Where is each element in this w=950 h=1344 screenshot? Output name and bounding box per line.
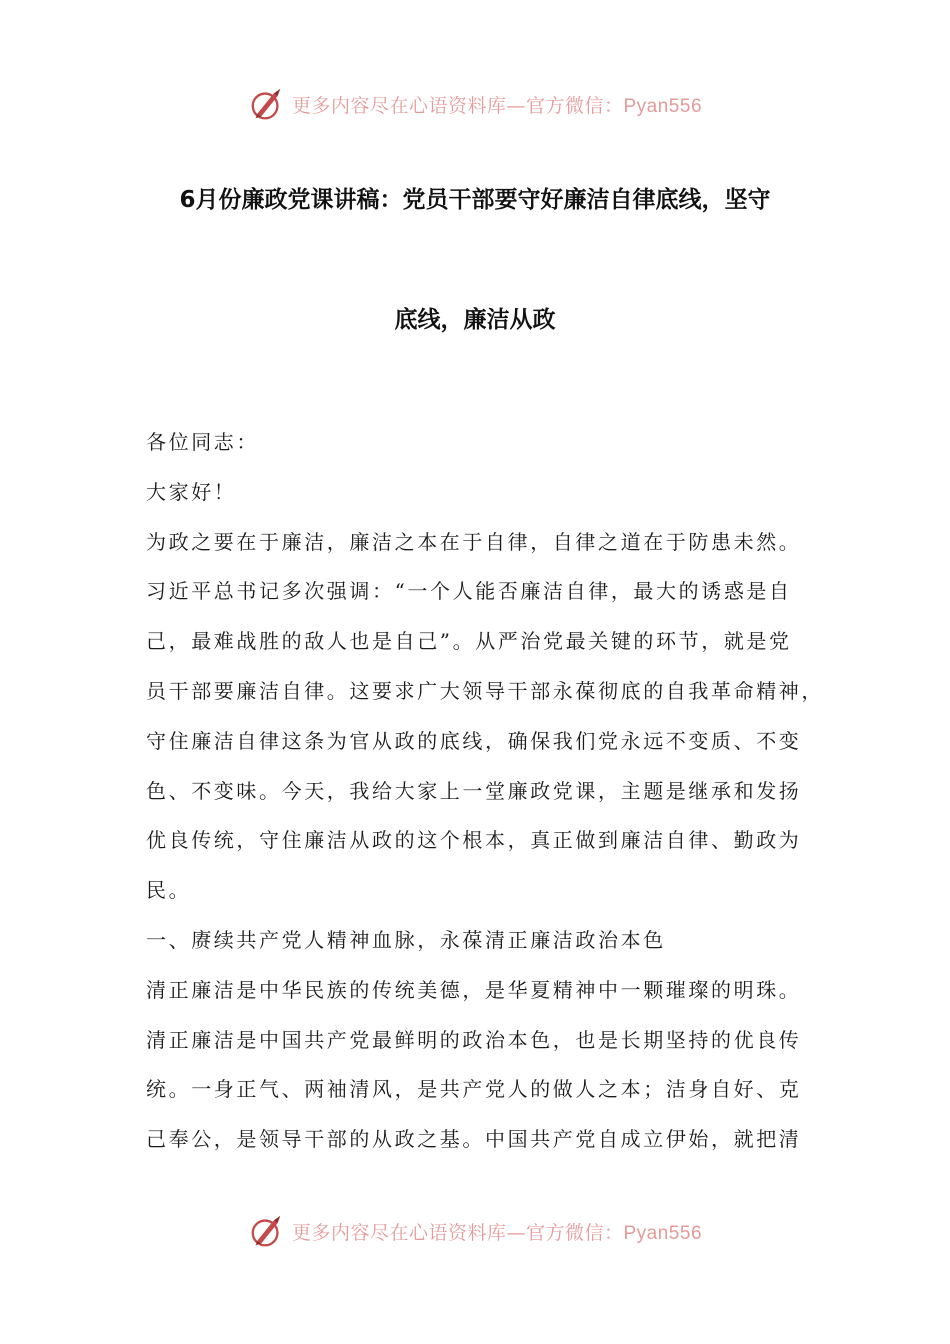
header-watermark	[0, 84, 950, 124]
watermark-wechat-id: Pyan556	[623, 1222, 703, 1244]
body-line: 清正廉洁是中华民族的传统美德，是华夏精神中一颗璀璨的明珠。	[146, 977, 802, 1002]
body-line: 色、不变味。今天，我给大家上一堂廉政党课，主题是继承和发扬	[146, 778, 802, 803]
body-line: 优良传统，守住廉洁从政的这个根本，真正做到廉洁自律、勤政为	[146, 828, 802, 853]
document-title-line-2: 底线，廉洁从政	[394, 307, 556, 333]
watermark-text: 更多内容尽在心语资料库—官方微信：Pyan556	[291, 1221, 703, 1244]
body-line: 员干部要廉洁自律。这要求广大领导干部永葆彻底的自我革命精神，	[146, 678, 824, 703]
body-line: 己奉公，是领导干部的从政之基。中国共产党自成立伊始，就把清	[146, 1127, 802, 1152]
quill-logo-icon	[248, 1212, 286, 1250]
footer-watermark	[0, 1211, 950, 1251]
body-line: 大家好！	[146, 479, 237, 504]
watermark-text: 更多内容尽在心语资料库—官方微信：Pyan556	[291, 94, 703, 117]
body-line: 己，最难战胜的敌人也是自己”。从严治党最关键的环节，就是党	[146, 629, 792, 654]
section-heading: 一、赓续共产党人精神血脉，永葆清正廉洁政治本色	[146, 927, 666, 952]
body-line: 各位同志：	[146, 430, 259, 454]
body-line: 统。一身正气、两袖清风，是共产党人的做人之本；洁身自好、克	[146, 1077, 802, 1102]
body-line: 守住廉洁自律这条为官从政的底线，确保我们党永远不变质、不变	[146, 728, 802, 753]
body-line: 习近平总书记多次强调：“一个人能否廉洁自律，最大的诱惑是自	[146, 579, 792, 604]
body-line: 清正廉洁是中国共产党最鲜明的政治本色，也是长期坚持的优良传	[146, 1027, 802, 1052]
document-body	[146, 418, 824, 1165]
document-title-line-1: 6月份廉政党课讲稿：党员干部要守好廉洁自律底线，坚守	[179, 187, 771, 213]
body-line: 为政之要在于廉洁，廉洁之本在于自律，自律之道在于防患未然。	[146, 529, 802, 554]
body-line: 民。	[146, 878, 192, 903]
quill-logo-icon	[248, 85, 286, 123]
watermark-wechat-id: Pyan556	[623, 95, 703, 117]
